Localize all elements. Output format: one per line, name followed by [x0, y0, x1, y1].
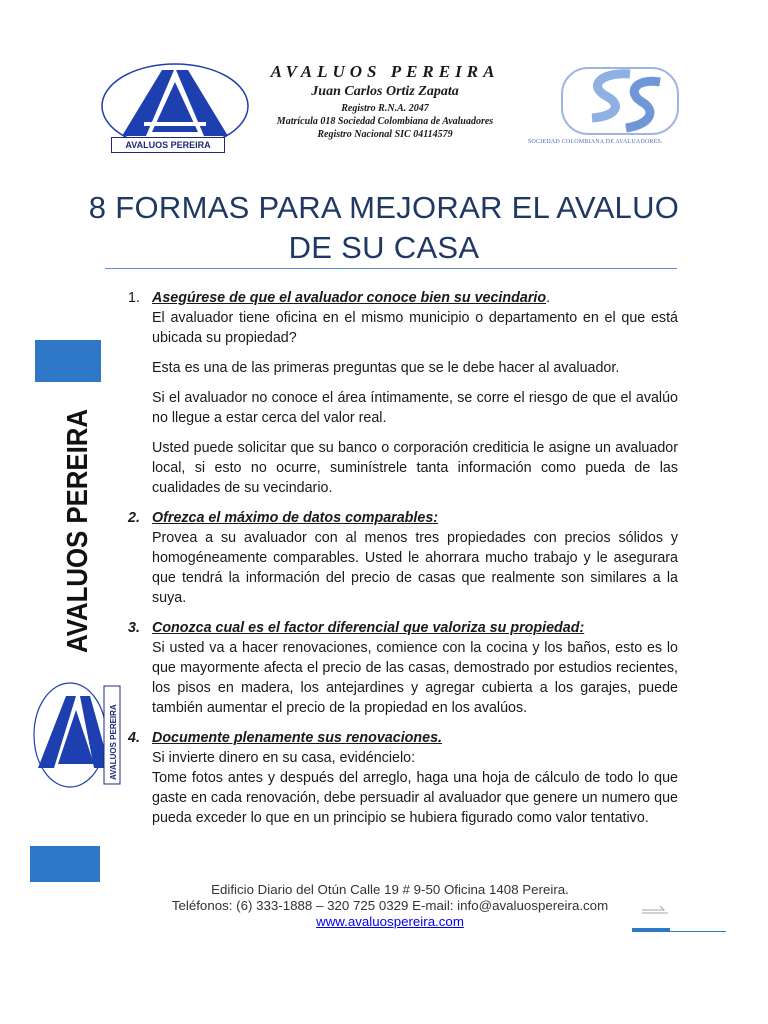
item-paragraph: Si usted va a hacer renovaciones, comience con la cocina y los baños, esto es lo que mayormente afecta el precio de las casas, demostrado por estudios recientes, los pisos en madera, los antejardines y agregar cubierta a los garajes, puede también aumentar el precio de la propiedad en los avalúos. [152, 640, 678, 716]
registry-line: Registro R.N.A. 2047 [341, 103, 429, 114]
item-heading: Documente plenamente sus renovaciones. [152, 730, 443, 746]
side-vertical-brand [47, 405, 107, 655]
item-paragraph: Si el avaluador no conoce el área íntimamente, se corre el riesgo de que el avalúo no llegue a estar cerca del valor real. [152, 390, 678, 426]
item-heading: Asegúrese de que el avaluador conoce bien su vecindario [152, 290, 547, 306]
matricula-line: Matrícula 018 Sociedad Colombiana de Avaluadores [276, 116, 494, 127]
sociedad-ss-icon [560, 66, 680, 138]
title-divider [105, 268, 677, 269]
page-title [80, 188, 688, 268]
title-line-2: DE SU CASA [288, 230, 480, 265]
side-logo [30, 680, 125, 790]
heading-suffix: . [546, 290, 551, 306]
side-brand-text: AVALUOS PEREIRA [62, 405, 94, 653]
item-paragraph: Provea a su avaluador con al menos tres propiedades con precios sólidos y homogéneamente comparables. Usted le ahorrara mucho trabajo y le asegurara que tendrá la información del precio de casas que realmente son similares a la suya. [152, 530, 678, 606]
item-paragraph: Tome fotos antes y después del arreglo, haga una hoja de cálculo de todo lo que gaste en cada renovación, debe persuadir al avaluador que genere un numero que pueda exceder lo que en un principio se hubiera figurado como valor tentativo. [152, 770, 678, 826]
item-paragraph: Si invierte dinero en su casa, evidéncielo: [152, 750, 416, 766]
footer-accent-line [668, 931, 726, 932]
footer-contact: Teléfonos: (6) 333-1888 – 320 725 0329 E-mail: info@avaluospereira.com [171, 898, 609, 913]
footer-arrow-icon [640, 900, 672, 916]
side-logo-mountain-icon [30, 680, 125, 790]
title-line-1: 8 FORMAS PARA MEJORAR EL AVALUO [88, 190, 680, 225]
item-number: 4. [128, 730, 140, 746]
item-number: 2. [128, 510, 140, 526]
logo-label: AVALUOS PEREIRA [111, 137, 225, 153]
item-paragraph: Esta es una de las primeras preguntas que se le debe hacer al avaluador. [152, 360, 620, 376]
item-heading: Conozca cual es el factor diferencial que valoriza su propiedad: [152, 620, 585, 636]
company-name: AVALUOS PEREIRA [270, 62, 500, 81]
appraiser-name: Juan Carlos Ortiz Zapata [311, 84, 459, 99]
side-blue-block-top [35, 340, 101, 382]
list-item-2 [128, 508, 678, 608]
footer-website-link[interactable]: www.avaluospereira.com [316, 914, 464, 929]
item-number: 1. [128, 290, 140, 306]
footer [140, 882, 640, 930]
item-number: 3. [128, 620, 140, 636]
side-blue-block-bottom [30, 846, 100, 882]
item-heading: Ofrezca el máximo de datos comparables: [152, 510, 439, 526]
item-paragraph: Usted puede solicitar que su banco o corporación crediticia le asigne un avaluador local, si esto no ocurre, suminístrele tanta información como pueda de las cualidades de su vecindario. [152, 440, 678, 496]
sociedad-logo [528, 66, 680, 152]
letterhead [240, 62, 530, 141]
list-item-4 [128, 728, 678, 828]
sociedad-caption: SOCIEDAD COLOMBIANA DE AVALUADORES. [528, 139, 663, 145]
side-brand-svg [47, 405, 107, 655]
footer-address: Edificio Diario del Otún Calle 19 # 9-50 Oficina 1408 Pereira. [211, 882, 569, 897]
footer-accent-bar [632, 928, 670, 932]
side-logo-label: AVALUOS PEREIRA [109, 704, 118, 780]
avaluos-pereira-logo [100, 62, 250, 158]
list-item-3 [128, 618, 678, 718]
sic-line: Registro Nacional SIC 04114579 [317, 129, 453, 140]
item-paragraph: El avaluador tiene oficina en el mismo municipio o departamento en el que está ubicada su propiedad? [152, 310, 678, 346]
list-item-1 [128, 288, 678, 498]
document-body [128, 288, 678, 828]
